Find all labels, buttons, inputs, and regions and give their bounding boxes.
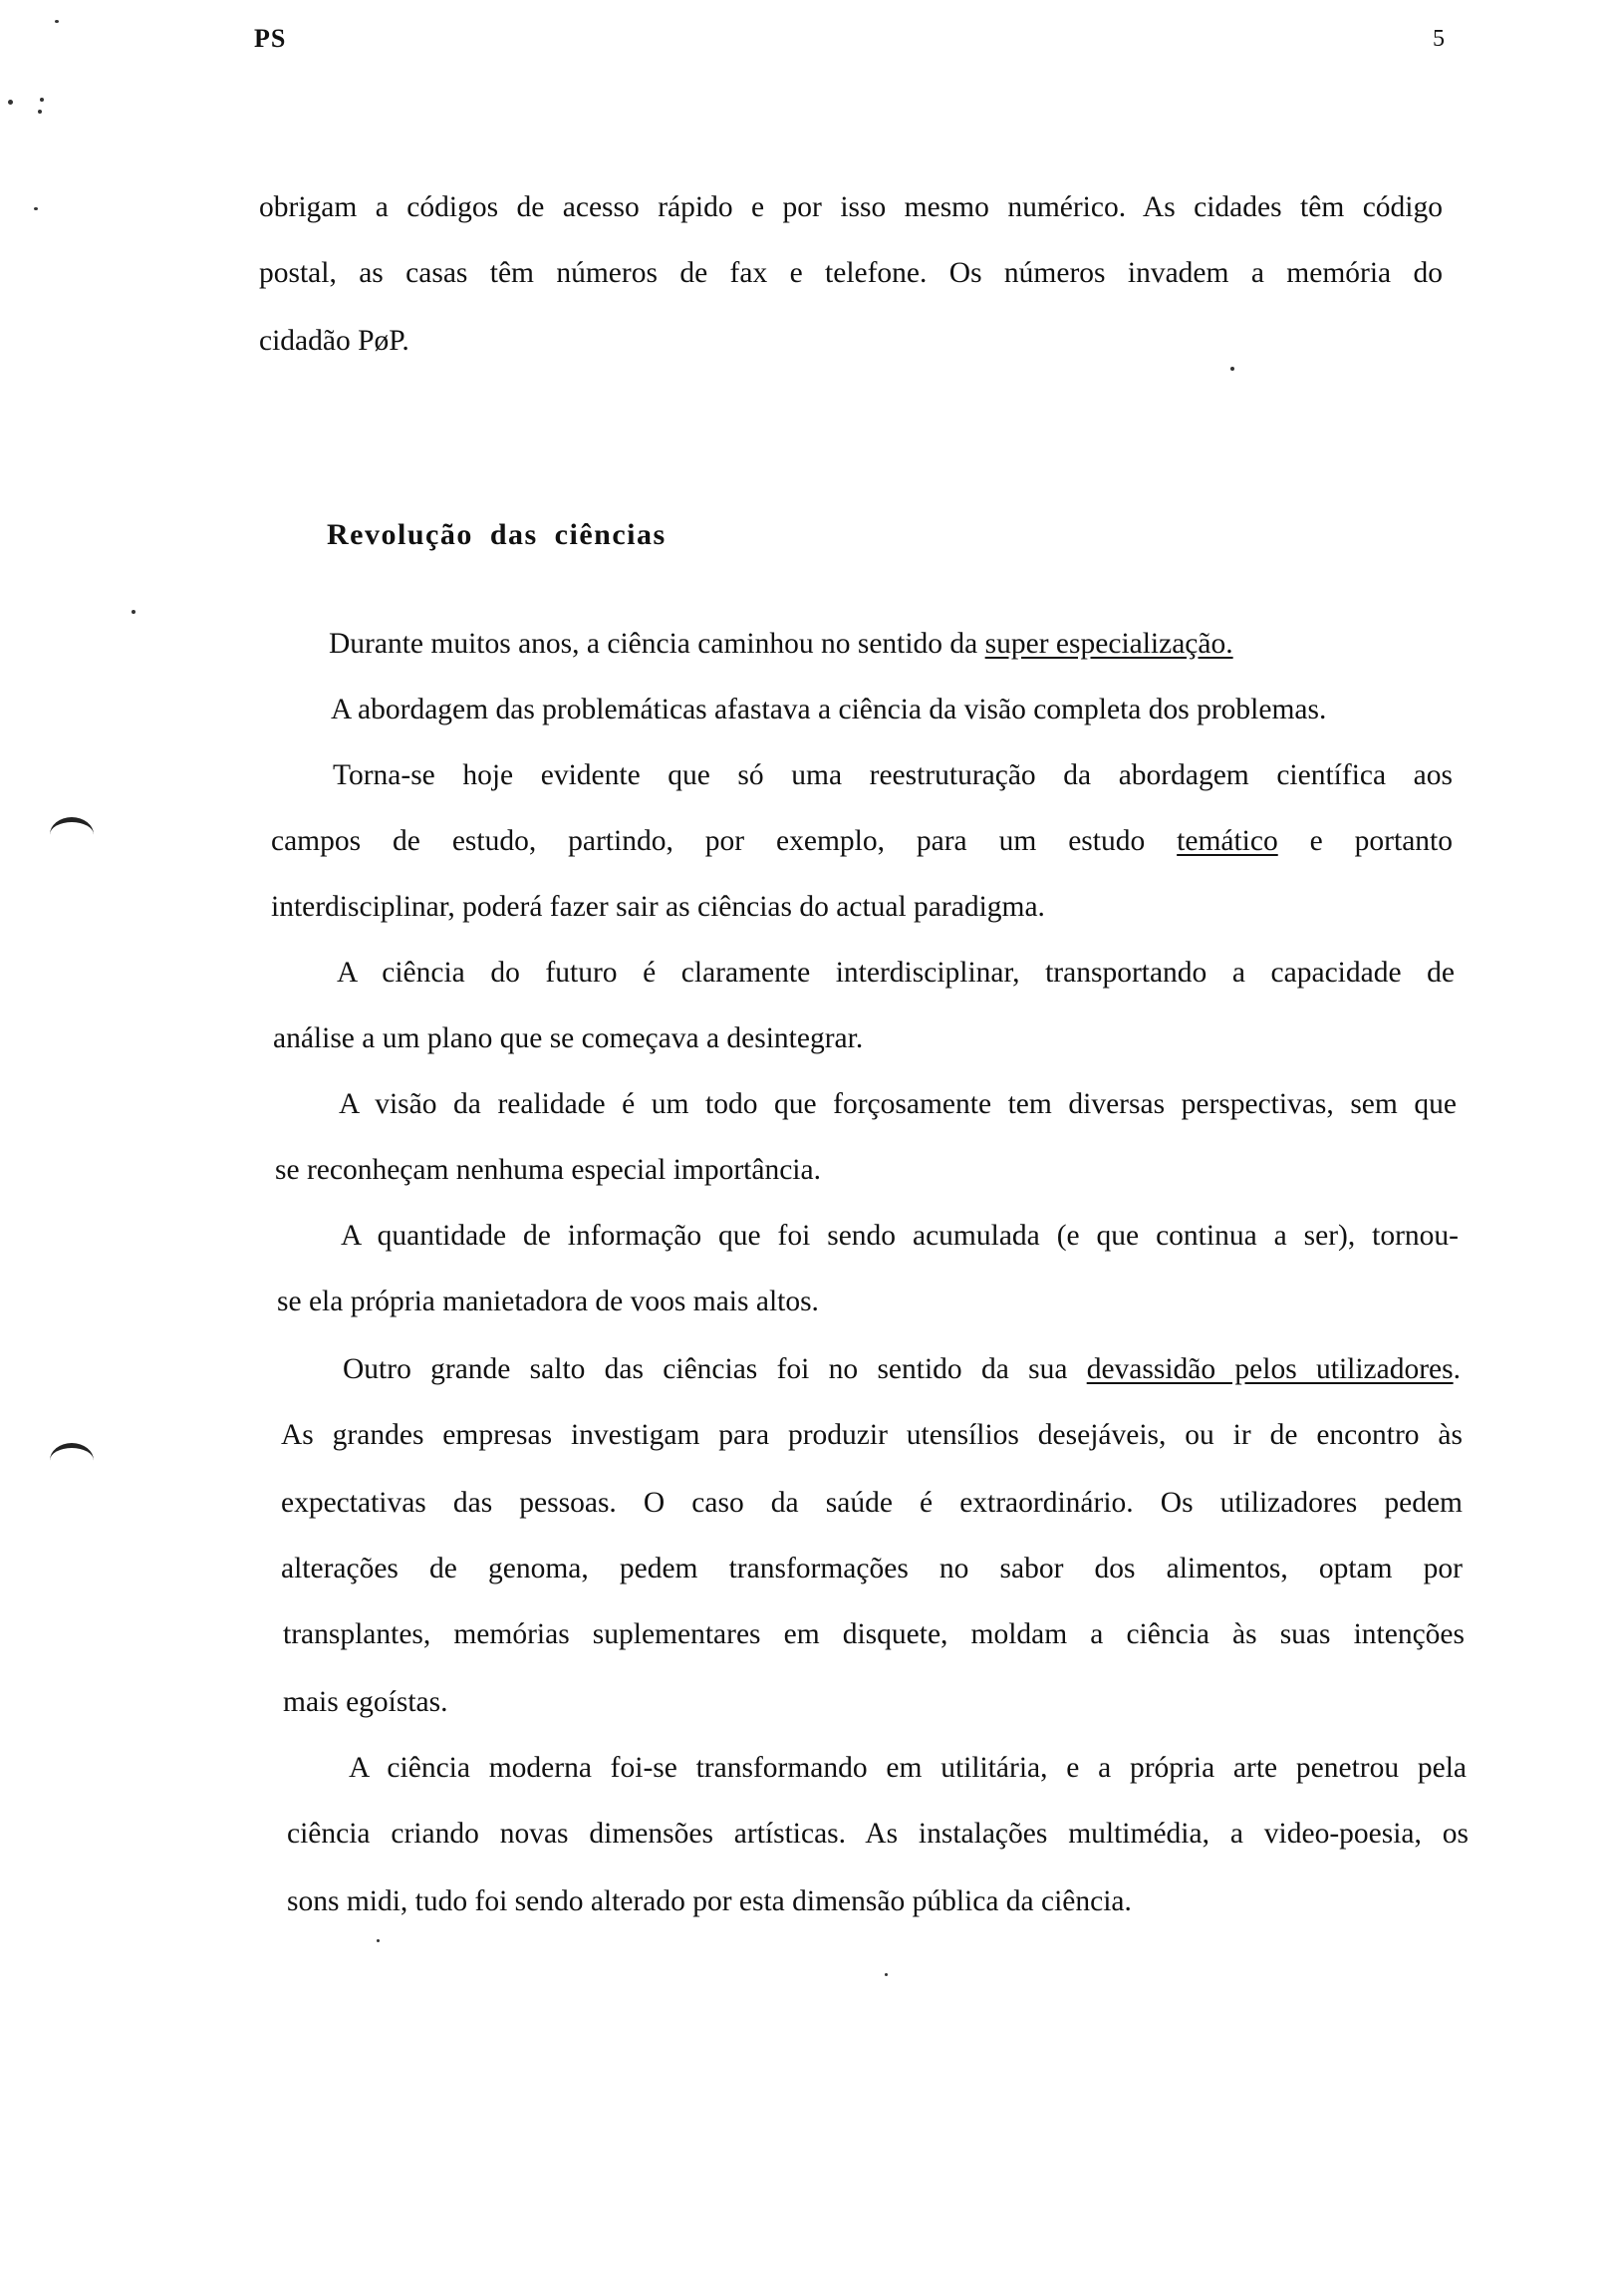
underlined-term: temático [1177, 825, 1278, 857]
scan-speck-icon [8, 100, 13, 105]
scan-speck-icon [55, 20, 59, 23]
paragraph-line: A visão da realidade é um todo que forçosamente tem diversas perspectivas, sem que [339, 1088, 1457, 1120]
header-initials: PS [254, 24, 287, 53]
paragraph-line: transplantes, memórias suplementares em disquete, moldam a ciência às suas intenções [283, 1618, 1465, 1650]
paragraph-line: análise a um plano que se começava a desintegrar. [273, 1022, 864, 1054]
paragraph-line: A ciência moderna foi-se transformando em utilitária, e a própria arte penetrou pela [349, 1752, 1467, 1784]
scan-speck-icon [38, 110, 42, 114]
body-text-line: obrigam a códigos de acesso rápido e por isso mesmo numérico. As cidades têm código [259, 191, 1443, 223]
paragraph-line: A abordagem das problemáticas afastava a ciência da visão completa dos problemas. [331, 694, 1327, 725]
text-span: campos de estudo, partindo, por exemplo, para um estudo [271, 825, 1178, 857]
paragraph-line: alterações de genoma, pedem transformações no sabor dos alimentos, optam por [281, 1553, 1463, 1584]
paragraph-line [271, 823, 1453, 859]
scan-speck-icon [885, 1973, 888, 1976]
paragraph-line: se ela própria manietadora de voos mais altos. [277, 1286, 819, 1317]
paragraph-line [329, 626, 1233, 662]
underlined-term: super especialização. [984, 628, 1233, 660]
scan-speck-icon [40, 98, 44, 102]
text-span: . [1453, 1353, 1461, 1385]
scan-speck-icon [1230, 367, 1234, 371]
paragraph-line [343, 1351, 1461, 1387]
paragraph-line: sons midi, tudo foi sendo alterado por esta dimensão pública da ciência. [287, 1885, 1132, 1917]
punch-hole-mark-icon [50, 1443, 94, 1478]
paragraph-line: ciência criando novas dimensões artísticas. As instalações multimédia, a video-poesia, os [287, 1818, 1469, 1850]
scan-speck-icon [34, 207, 38, 210]
text-span: e portanto [1277, 825, 1453, 857]
scan-speck-icon [377, 1939, 380, 1942]
underlined-term: devassidão pelos utilizadores [1086, 1353, 1454, 1385]
paragraph-line: A quantidade de informação que foi sendo acumulada (e que continua a ser), tornou- [341, 1220, 1459, 1252]
section-heading: Revolução das ciências [327, 518, 667, 551]
body-text-line: postal, as casas têm números de fax e telefone. Os números invadem a memória do [259, 257, 1443, 289]
text-span: Durante muitos anos, a ciência caminhou no sentido da [329, 628, 985, 660]
paragraph-line: interdisciplinar, poderá fazer sair as ciências do actual paradigma. [271, 891, 1045, 923]
text-span: Outro grande salto das ciências foi no sentido da sua [343, 1353, 1087, 1385]
punch-hole-mark-icon [50, 817, 94, 852]
paragraph-line: se reconheçam nenhuma especial importância. [275, 1154, 821, 1186]
page-number: 5 [1433, 26, 1445, 52]
paragraph-line: mais egoístas. [283, 1686, 448, 1718]
paragraph-line: A ciência do futuro é claramente interdisciplinar, transportando a capacidade de [337, 957, 1455, 989]
scan-speck-icon [132, 610, 135, 614]
body-text-line: cidadão PøP. [259, 325, 409, 357]
paragraph-line: As grandes empresas investigam para produzir utensílios desejáveis, ou ir de encontro às [281, 1419, 1463, 1451]
paragraph-line: expectativas das pessoas. O caso da saúde é extraordinário. Os utilizadores pedem [281, 1487, 1463, 1519]
paragraph-line: Torna-se hoje evidente que só uma reestruturação da abordagem científica aos [333, 759, 1453, 791]
